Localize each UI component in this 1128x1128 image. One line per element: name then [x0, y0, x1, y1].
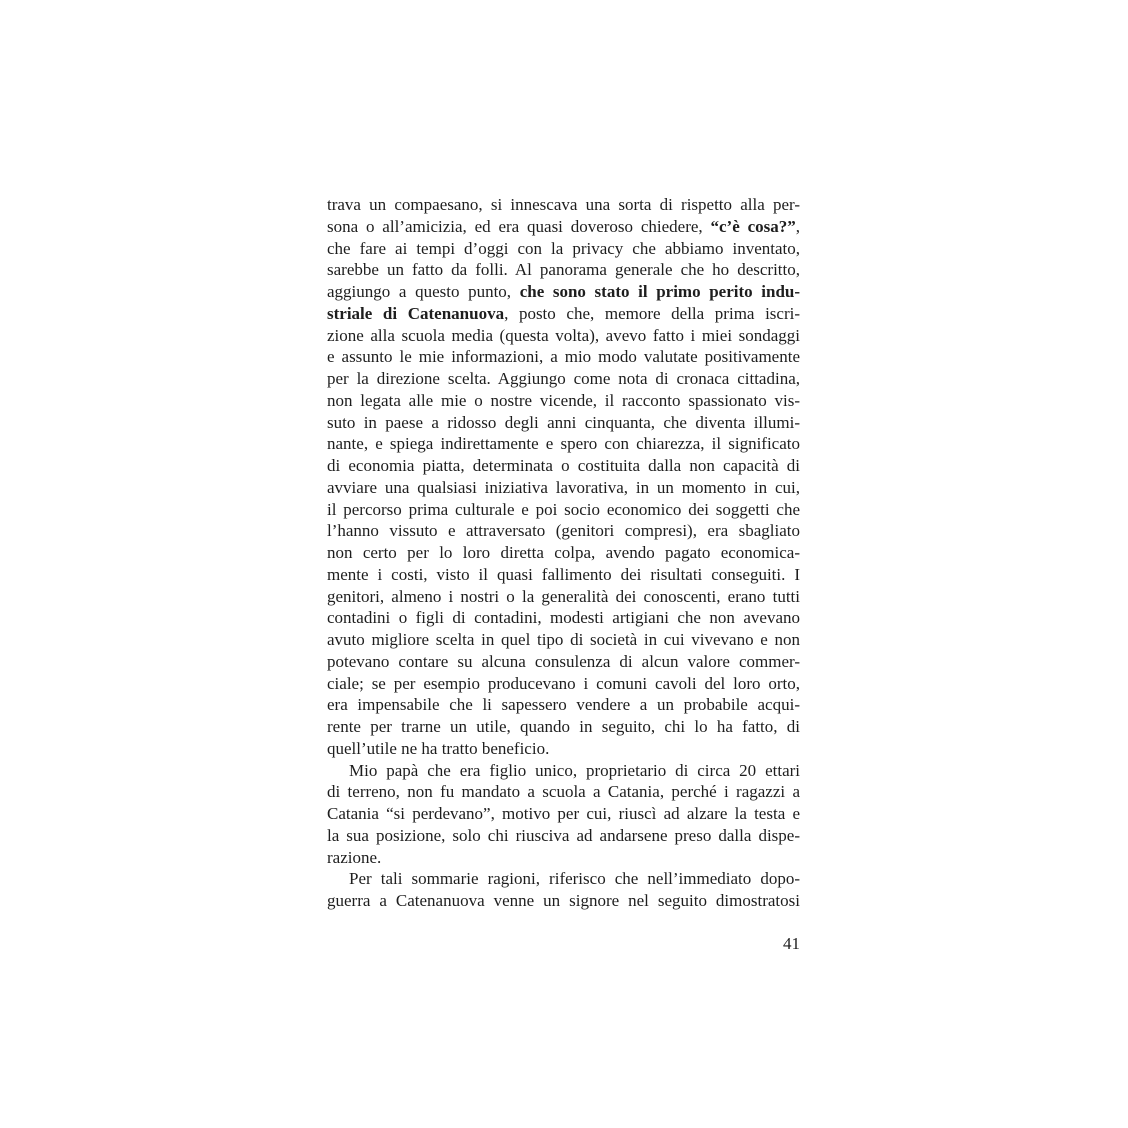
paragraph-end-line: razione. — [327, 847, 382, 867]
text-line: il percorso prima culturale e poi socio economico dei soggetti che — [327, 499, 800, 519]
text-line: potevano contare su alcuna consulenza di alcun valore commer- — [327, 651, 800, 671]
text-line — [327, 281, 800, 303]
text-line — [327, 216, 800, 238]
text-line: zione alla scuola media (questa volta), avevo fatto i miei sondaggi — [327, 325, 800, 345]
text-line: era impensabile che li sapessero vendere a un probabile acqui- — [327, 695, 800, 715]
bold-statement: striale di Catenanuova — [327, 303, 505, 323]
text-line: Catania “si perdevano”, motivo per cui, riuscì ad alzare la testa e — [327, 804, 800, 823]
text-line — [327, 303, 800, 325]
text-line: e assunto le mie informazioni, a mio modo valutate positivamente — [327, 347, 800, 367]
text-line: trava un compaesano, si innescava una sorta di rispetto alla per- — [327, 195, 800, 214]
text-segment: aggiungo a questo punto, — [327, 282, 520, 301]
text-line: la sua posizione, solo chi riusciva ad andarsene preso dalla dispe- — [327, 825, 800, 845]
body-text — [327, 194, 800, 912]
text-line: di economia piatta, determinata o costituita dalla non capacità di — [327, 456, 800, 475]
text-line: di terreno, non fu mandato a scuola a Catania, perché i ragazzi a — [327, 782, 800, 802]
paragraph-start-line: Per tali sommarie ragioni, riferisco che nell’immediato dopo- — [349, 869, 800, 889]
text-line: l’hanno vissuto e attraversato (genitori compresi), era sbagliato — [327, 521, 800, 541]
text-line: non certo per lo loro diretta colpa, avendo pagato economica- — [327, 543, 800, 562]
paragraph-end-line: quell’utile ne ha tratto beneficio. — [327, 738, 550, 758]
text-line: sarebbe un fatto da folli. Al panorama generale che ho descritto, — [327, 260, 800, 280]
bold-statement: che sono stato il primo perito indu- — [519, 282, 801, 301]
page-number: 41 — [783, 934, 800, 953]
text-line: non legata alle mie o nostre vicende, il racconto spassionato vis- — [327, 390, 800, 410]
text-segment: , posto che, memore della prima iscri- — [504, 303, 801, 323]
bold-quote: “c’è cosa?” — [710, 216, 796, 236]
text-line: che fare ai tempi d’oggi con la privacy che abbiamo inventato, — [327, 238, 800, 258]
text-line: avuto migliore scelta in quel tipo di società in cui vivevano e non — [327, 630, 800, 649]
text-line: ciale; se per esempio producevano i comuni cavoli del loro orto, — [327, 673, 800, 693]
text-line: avviare una qualsiasi iniziativa lavorativa, in un momento in cui, — [327, 477, 800, 497]
text-line: genitori, almeno i nostri o la generalità dei conoscenti, erano tutti — [327, 586, 800, 606]
paragraph-start-line: Mio papà che era figlio unico, proprietario di circa 20 ettari — [349, 760, 800, 780]
text-segment: sona o all’amicizia, ed era quasi doveroso chiedere, — [327, 216, 711, 236]
text-line: per la direzione scelta. Aggiungo come nota di cronaca cittadina, — [327, 369, 800, 388]
text-line: suto in paese a ridosso degli anni cinquanta, che diventa illumi- — [327, 412, 800, 432]
text-line: nante, e spiega indirettamente e spero con chiarezza, il significato — [327, 434, 800, 454]
text-line: rente per trarne un utile, quando in seguito, chi lo ha fatto, di — [327, 717, 800, 736]
text-line: contadini o figli di contadini, modesti artigiani che non avevano — [327, 608, 800, 628]
text-line: mente i costi, visto il quasi fallimento dei risultati conseguiti. I — [327, 564, 800, 584]
text-line: guerra a Catenanuova venne un signore nel seguito dimostratosi — [327, 891, 800, 910]
text-segment: , — [795, 216, 800, 236]
